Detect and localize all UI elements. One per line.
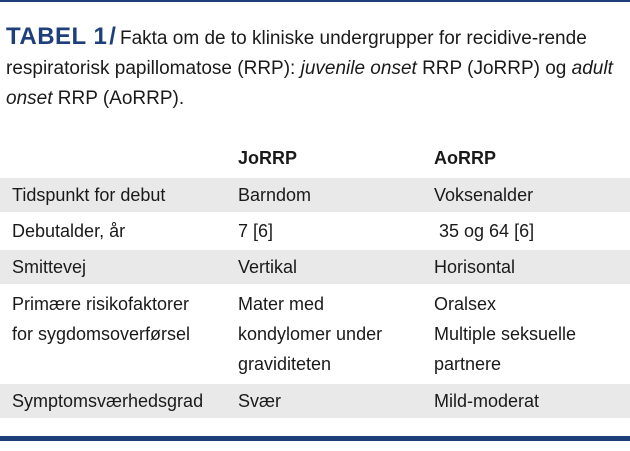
caption-text-1: Fakta om de to kliniske undergrupper for recidive-rende respiratorisk papillomatose (RRP): — [6, 28, 587, 79]
row-label: Tidspunkt for debut — [0, 177, 238, 213]
table-row — [0, 249, 630, 285]
jorrp-cell-line: kondylomer under — [238, 324, 383, 344]
aorrp-cell: Horisontal — [434, 249, 630, 285]
caption-italic-1: juvenile onset — [300, 58, 417, 79]
header-jorrp: JoRRP — [238, 148, 298, 168]
row-label-line: Primære risikofaktorer — [12, 294, 190, 314]
aorrp-cell-line: Multiple seksuelle — [434, 324, 577, 344]
header-aorrp: AoRRP — [434, 148, 496, 168]
row-label: Smittevej — [0, 249, 238, 285]
row-label — [0, 285, 238, 383]
jorrp-cell: 7 [6] — [238, 213, 434, 249]
jorrp-cell: Barndom — [238, 177, 434, 213]
jorrp-cell: Vertikal — [238, 249, 434, 285]
row-label: Symptomsværhedsgrad — [0, 383, 238, 418]
caption-text-2: RRP (JoRRP) og — [416, 58, 572, 79]
bottom-rule — [0, 436, 630, 441]
aorrp-cell — [434, 285, 630, 383]
table-header-row — [0, 140, 630, 177]
table-row — [0, 213, 630, 249]
aorrp-cell-line: Oralsex — [434, 294, 497, 314]
header-empty — [0, 140, 238, 177]
aorrp-cell: Mild-moderat — [434, 383, 630, 418]
table-row — [0, 285, 630, 383]
table-row — [0, 383, 630, 418]
row-label: Debutalder, år — [0, 213, 238, 249]
jorrp-cell-line: graviditeten — [238, 354, 332, 374]
table-row — [0, 177, 630, 213]
aorrp-cell: Voksenalder — [434, 177, 630, 213]
row-label-line: for sygdomsoverførsel — [12, 324, 191, 344]
jorrp-cell-line: Mater med — [238, 294, 325, 314]
aorrp-cell: 35 og 64 [6] — [434, 213, 630, 249]
jorrp-cell: Svær — [238, 383, 434, 418]
caption-italic-2: adult onset — [6, 58, 613, 109]
top-rule — [0, 0, 630, 2]
jorrp-cell — [238, 285, 434, 383]
table-caption — [6, 22, 622, 114]
caption-text-3: RRP (AoRRP). — [52, 88, 185, 109]
caption-label: TABEL 1 — [6, 23, 108, 50]
caption-slash: / — [109, 23, 116, 50]
facts-table — [0, 140, 630, 418]
aorrp-cell-line: partnere — [434, 354, 502, 374]
